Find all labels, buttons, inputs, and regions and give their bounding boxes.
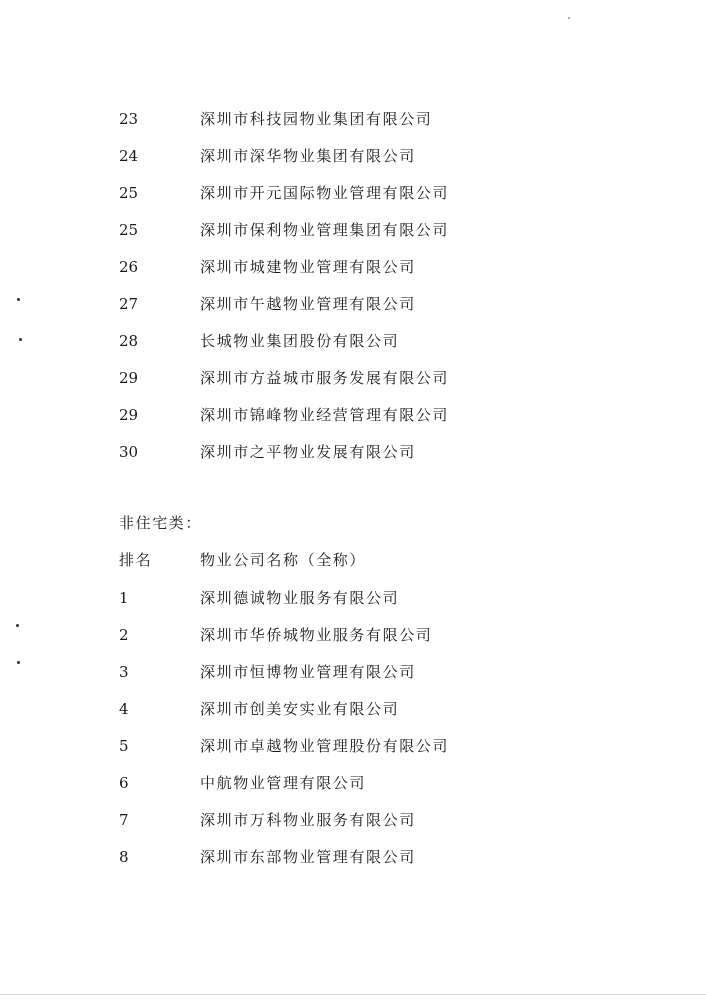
ranking-row — [0, 623, 706, 647]
company-name: 深圳市保利物业管理集团有限公司 — [200, 221, 450, 239]
ranking-row — [0, 403, 706, 427]
scan-speck — [17, 661, 20, 664]
rank-number: 7 — [119, 811, 129, 829]
rank-number: 28 — [119, 332, 139, 350]
ranking-row — [0, 329, 706, 353]
rank-number: 6 — [119, 774, 129, 792]
rank-number: 30 — [119, 443, 139, 461]
rank-number: 24 — [119, 147, 139, 165]
scan-speck — [19, 338, 22, 341]
company-name: 深圳市万科物业服务有限公司 — [200, 811, 416, 829]
company-name: 深圳德诚物业服务有限公司 — [200, 589, 400, 607]
ranking-row — [0, 181, 706, 205]
ranking-row — [0, 366, 706, 390]
rank-number: 26 — [119, 258, 139, 276]
rank-number: 5 — [119, 737, 129, 755]
scan-speck — [568, 17, 570, 19]
scan-edge-line — [0, 994, 706, 995]
ranking-row — [0, 586, 706, 610]
company-name: 中航物业管理有限公司 — [200, 774, 367, 792]
table-header — [0, 548, 706, 572]
company-name: 深圳市城建物业管理有限公司 — [200, 258, 416, 276]
scan-speck — [16, 624, 19, 627]
rank-number: 29 — [119, 406, 139, 424]
company-name: 长城物业集团股份有限公司 — [200, 332, 400, 350]
ranking-row — [0, 218, 706, 242]
ranking-row — [0, 845, 706, 869]
ranking-row — [0, 255, 706, 279]
company-name: 深圳市之平物业发展有限公司 — [200, 443, 416, 461]
rank-number: 27 — [119, 295, 139, 313]
category-title: 非住宅类： — [119, 514, 203, 532]
rank-number: 23 — [119, 110, 139, 128]
ranking-row — [0, 144, 706, 168]
company-name: 深圳市方益城市服务发展有限公司 — [200, 369, 450, 387]
company-name: 深圳市开元国际物业管理有限公司 — [200, 184, 450, 202]
rank-number: 2 — [119, 626, 129, 644]
rank-number: 8 — [119, 848, 129, 866]
ranking-row — [0, 107, 706, 131]
company-name: 深圳市创美安实业有限公司 — [200, 700, 400, 718]
rank-number: 25 — [119, 184, 139, 202]
ranking-row — [0, 771, 706, 795]
rank-number: 1 — [119, 589, 129, 607]
company-name: 深圳市华侨城物业服务有限公司 — [200, 626, 433, 644]
name-column-header: 物业公司名称（全称） — [200, 551, 367, 569]
rank-number: 3 — [119, 663, 129, 681]
company-name: 深圳市科技园物业集团有限公司 — [200, 110, 433, 128]
rank-column-header: 排名 — [119, 551, 153, 569]
company-name: 深圳市卓越物业管理股份有限公司 — [200, 737, 450, 755]
rank-number: 4 — [119, 700, 129, 718]
company-name: 深圳市午越物业管理有限公司 — [200, 295, 416, 313]
ranking-row — [0, 734, 706, 758]
company-name: 深圳市深华物业集团有限公司 — [200, 147, 416, 165]
ranking-row — [0, 697, 706, 721]
ranking-row — [0, 292, 706, 316]
company-name: 深圳市东部物业管理有限公司 — [200, 848, 416, 866]
rank-number: 25 — [119, 221, 139, 239]
ranking-row — [0, 660, 706, 684]
company-name: 深圳市锦峰物业经营管理有限公司 — [200, 406, 450, 424]
ranking-row — [0, 808, 706, 832]
ranking-row — [0, 440, 706, 464]
scan-speck — [17, 298, 20, 301]
company-name: 深圳市恒博物业管理有限公司 — [200, 663, 416, 681]
rank-number: 29 — [119, 369, 139, 387]
